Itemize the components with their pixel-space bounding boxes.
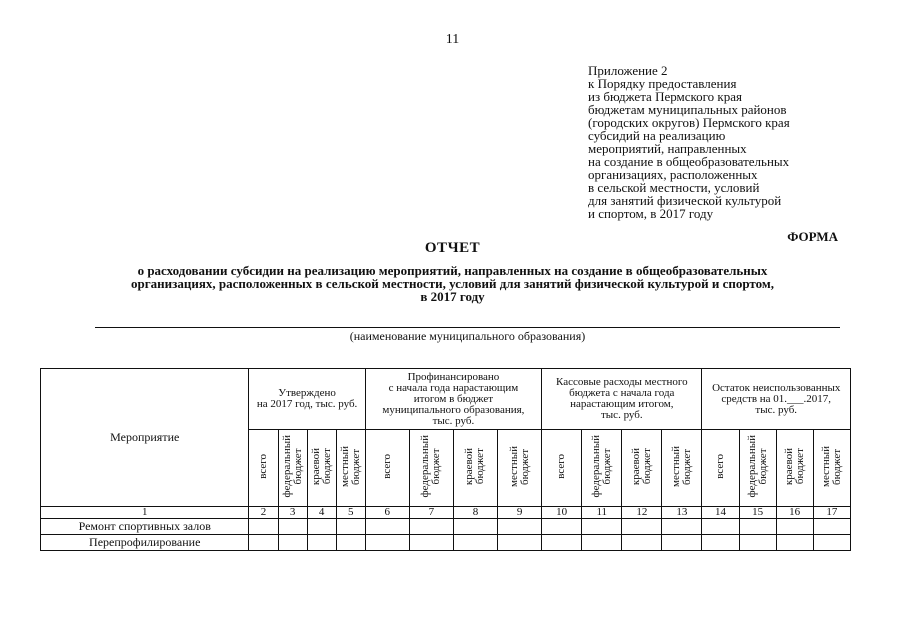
column-number: 7	[409, 507, 453, 519]
sub-header-local-budget	[498, 430, 542, 507]
form-label: ФОРМА	[787, 229, 838, 244]
sub-header-total	[542, 430, 582, 507]
sub-header-label: всего	[380, 454, 393, 479]
table-cell[interactable]	[702, 519, 739, 535]
table-cell[interactable]	[278, 519, 307, 535]
table-cell[interactable]	[739, 519, 776, 535]
column-number: 14	[702, 507, 739, 519]
column-number: 6	[365, 507, 409, 519]
group-header-approved: Утверждено на 2017 год, тыс. руб.	[249, 369, 365, 430]
sub-header-local-budget	[336, 430, 365, 507]
sub-header-label: краевой бюджет	[782, 447, 806, 486]
sub-header-federal-budget	[278, 430, 307, 507]
column-number: 3	[278, 507, 307, 519]
sub-header-label: федеральный бюджет	[280, 435, 304, 498]
sub-header-label: краевой бюджет	[309, 447, 333, 486]
appendix-note: Приложение 2 к Порядку предоставления из бюджета Пермского края бюджетам муниципальных районов (городских округов) Пермского края субсидий на реализацию мероприятий, направленных на создание в общеобразовательных организациях, расположенных в сельской местности, условий для занятий физической культурой и спортом, в 2017 году	[588, 63, 790, 221]
sub-header-federal-budget	[409, 430, 453, 507]
table-cell[interactable]	[813, 535, 850, 551]
group-header-cash-expenses: Кассовые расходы местного бюджета с начала года нарастающим итогом, тыс. руб.	[542, 369, 702, 430]
table-cell[interactable]	[409, 519, 453, 535]
activity-header: Мероприятие	[41, 369, 249, 507]
table-cell[interactable]	[622, 535, 662, 551]
group-header-remainder: Остаток неиспользованных средств на 01.___.2017, тыс. руб.	[702, 369, 851, 430]
column-number: 11	[582, 507, 622, 519]
table-cell[interactable]	[776, 535, 813, 551]
sub-header-local-budget	[813, 430, 850, 507]
table-row	[41, 519, 851, 535]
page-number: 11	[445, 32, 460, 47]
sub-header-label: федеральный бюджет	[745, 435, 769, 498]
column-number: 2	[249, 507, 278, 519]
table-cell[interactable]	[365, 535, 409, 551]
table-cell[interactable]	[582, 519, 622, 535]
table-cell[interactable]	[365, 519, 409, 535]
report-table	[40, 368, 851, 551]
activity-name: Перепрофилирование	[41, 535, 249, 551]
column-number: 15	[739, 507, 776, 519]
column-number: 5	[336, 507, 365, 519]
group-header-financed: Профинансировано с начала года нарастающим итогом в бюджет муниципального образования, тыс. руб.	[365, 369, 541, 430]
activity-name: Ремонт спортивных залов	[41, 519, 249, 535]
sub-header-label: краевой бюджет	[629, 447, 653, 486]
sub-header-label: всего	[257, 454, 269, 479]
table-cell[interactable]	[662, 535, 702, 551]
table-cell[interactable]	[498, 519, 542, 535]
column-number: 9	[498, 507, 542, 519]
table-cell[interactable]	[776, 519, 813, 535]
sub-header-label: местный бюджет	[338, 446, 362, 487]
sub-header-label: местный бюджет	[819, 446, 843, 487]
sub-header-regional-budget	[453, 430, 497, 507]
table-cell[interactable]	[542, 535, 582, 551]
table-cell[interactable]	[542, 519, 582, 535]
column-number: 8	[453, 507, 497, 519]
sub-header-label: всего	[555, 454, 568, 479]
report-subtitle: о расходовании субсидии на реализацию мероприятий, направленных на создание в общеобразовательных организациях, расположенных в сельской местности, условий для занятий физической культурой и спортом, в 2017 году	[131, 263, 774, 304]
table-cell[interactable]	[249, 535, 278, 551]
table-cell[interactable]	[249, 519, 278, 535]
column-number: 16	[776, 507, 813, 519]
column-number: 13	[662, 507, 702, 519]
sub-header-federal-budget	[739, 430, 776, 507]
sub-header-total	[702, 430, 739, 507]
sub-header-label: краевой бюджет	[463, 447, 487, 486]
table-cell[interactable]	[662, 519, 702, 535]
sub-header-label: всего	[714, 454, 727, 479]
report-title: ОТЧЕТ	[424, 240, 481, 256]
table-cell[interactable]	[582, 535, 622, 551]
sub-header-total	[365, 430, 409, 507]
table-cell[interactable]	[453, 535, 497, 551]
table-cell[interactable]	[307, 535, 336, 551]
sub-header-regional-budget	[307, 430, 336, 507]
table-cell[interactable]	[498, 535, 542, 551]
sub-header-label: федеральный бюджет	[589, 435, 613, 498]
sub-header-label: местный бюджет	[669, 446, 693, 487]
column-number: 12	[622, 507, 662, 519]
table-cell[interactable]	[336, 519, 365, 535]
column-number: 4	[307, 507, 336, 519]
column-number: 10	[542, 507, 582, 519]
sub-header-regional-budget	[776, 430, 813, 507]
table-cell[interactable]	[453, 519, 497, 535]
column-number: 17	[813, 507, 850, 519]
sub-header-regional-budget	[622, 430, 662, 507]
sub-header-total	[249, 430, 278, 507]
table-cell[interactable]	[813, 519, 850, 535]
sub-header-local-budget	[662, 430, 702, 507]
sub-header-label: местный бюджет	[507, 446, 531, 487]
sub-header-label: федеральный бюджет	[419, 435, 443, 498]
table-cell[interactable]	[278, 535, 307, 551]
table-cell[interactable]	[307, 519, 336, 535]
municipality-name-line[interactable]	[95, 327, 840, 328]
table-cell[interactable]	[336, 535, 365, 551]
table-row	[41, 535, 851, 551]
sub-header-federal-budget	[582, 430, 622, 507]
municipality-caption: (наименование муниципального образования)	[349, 329, 586, 343]
table-cell[interactable]	[409, 535, 453, 551]
table-cell[interactable]	[702, 535, 739, 551]
table-cell[interactable]	[739, 535, 776, 551]
table-cell[interactable]	[622, 519, 662, 535]
column-number: 1	[41, 507, 249, 519]
